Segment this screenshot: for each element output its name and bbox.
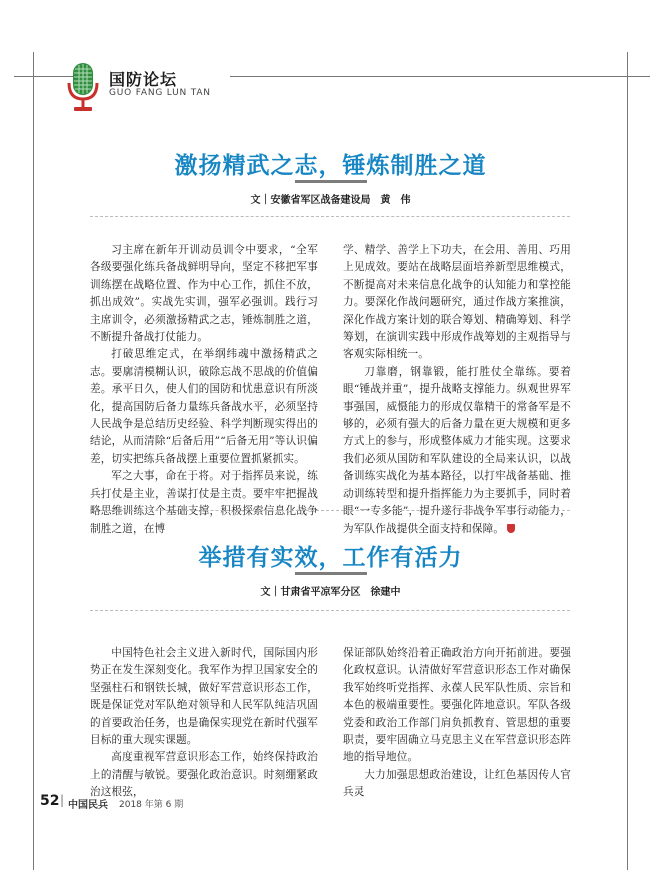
article-separator — [90, 510, 570, 511]
article1-title-underbar — [295, 180, 367, 183]
article2-top-divider — [90, 610, 570, 611]
article1-top-divider — [90, 216, 570, 217]
paragraph: 学、精学、善学上下功夫，在会用、善用、巧用上见成效。要站在战略层面培养新型思维模式，不断提高对未来信息化战争的认知能力和掌控能力。要深化作战问题研究，通过作战方案推演，深化作战方案计划的联合筹划、精确筹划、科学筹划，在演训实践中形成作战筹划的主观指导与客观实际相统一。 — [343, 244, 571, 361]
footer-separator: | — [60, 793, 65, 807]
paragraph: 大力加强思想政治建设，让红色基因传人官兵灵 — [343, 768, 571, 799]
article2-title: 举措有实效，工作有活力 — [198, 545, 463, 571]
paragraph: 高度重视军营意识形态工作，始终保持政治上的清醒与敏锐。要强化政治意识。时刻绷紧政治这根弦， — [90, 751, 318, 799]
paragraph: 中国特色社会主义进入新时代，国际国内形势正在发生深刻变化。我军作为捍卫国家安全的坚强柱石和钢铁长城，做好军营意识形态工作，既是保证党对军队绝对领导和人民军队纯洁巩固的首要政治任务，也是确保实现党在新时代强军目标的重大现实课题。 — [90, 647, 318, 747]
paragraph: 军之大事，命在于将。对于指挥员来说，练兵打仗是主业，善谋打仗是主责。要牢牢把握战略思维训练这个基础支撑，积极探索信息化战争制胜之道，在博 — [90, 470, 318, 535]
article1-byline: 文｜安徽省军区战备建设局 黄 伟 — [250, 195, 411, 206]
issue-label: 2018 年第 6 期 — [119, 800, 184, 810]
end-mark-icon — [507, 524, 515, 533]
paragraph — [343, 364, 571, 538]
microphone-icon — [63, 57, 103, 117]
paragraph-text: 刀靠磨，钢靠锻，能打胜仗全靠练。要着眼“锤战并重”，提升战略支撑能力。纵观世界军事强国，威慑能力的形成仅靠精干的常备军是不够的，必须有强大的后备力量在更大规模和更多方式上的参与，形成整体威力才能实现。这要求我们必须从国防和军队建设的全局来认识，以战备训练实战化为基本路径，以打牢战备基础、推动训练转型和提升指挥能力为主要抓手，同时着眼“一专多能”，提升遂行非战争军事行动能力，为军队作战提供全面支持和保障。 — [343, 365, 571, 535]
article1-title: 激扬精武之志，锤炼制胜之道 — [174, 153, 487, 179]
article2-right-column — [343, 645, 571, 802]
magazine-name: 中国民兵 — [68, 800, 108, 811]
article2-left-column — [90, 645, 318, 802]
article1-left-column — [90, 242, 318, 538]
paragraph: 打破思维定式，在举纲纬魂中激扬精武之志。要廓清模糊认识，破除忘战不思战的价值偏差。承平日久，使人们的国防和忧患意识有所淡化，提高国防后备力量练兵备战水平，必须坚持人民战争是总结历史经验、科学判断现实得出的结论，从而清除“后备后用”“后备无用”等认识偏差，切实把练兵备战摆上重要位置抓紧抓实。 — [90, 348, 318, 465]
paragraph: 保证部队始终沿着正确政治方向开拓前进。要强化政权意识。认清做好军营意识形态工作对确保我军始终听党指挥、永葆人民军队性质、宗旨和本色的极端重要性。要强化阵地意识。军队各级党委和政治工作部门肩负抓教育、管思想的重要职责，要牢固确立马克思主义在军营意识形态阵地的指导地位。 — [343, 647, 571, 764]
paragraph: 习主席在新年开训动员训令中要求，“全军各级要强化练兵备战鲜明导向，坚定不移把军事训练摆在战略位置、作为中心工作，抓住不放，抓出成效”。实战先实训，强军必强训。践行习主席训令，必须激扬精武之志，锤炼制胜之道，不断提升备战打仗能力。 — [90, 244, 318, 344]
article1-right-column — [343, 242, 571, 538]
column-pinyin: GUO FANG LUN TAN — [109, 88, 211, 98]
header-rule-right — [230, 76, 650, 77]
article2-byline: 文｜甘肃省平凉军分区 徐建中 — [260, 587, 401, 598]
article2-title-underbar — [295, 572, 367, 575]
page-number: 52 — [40, 793, 60, 809]
column-title: 国防论坛 — [109, 70, 178, 89]
